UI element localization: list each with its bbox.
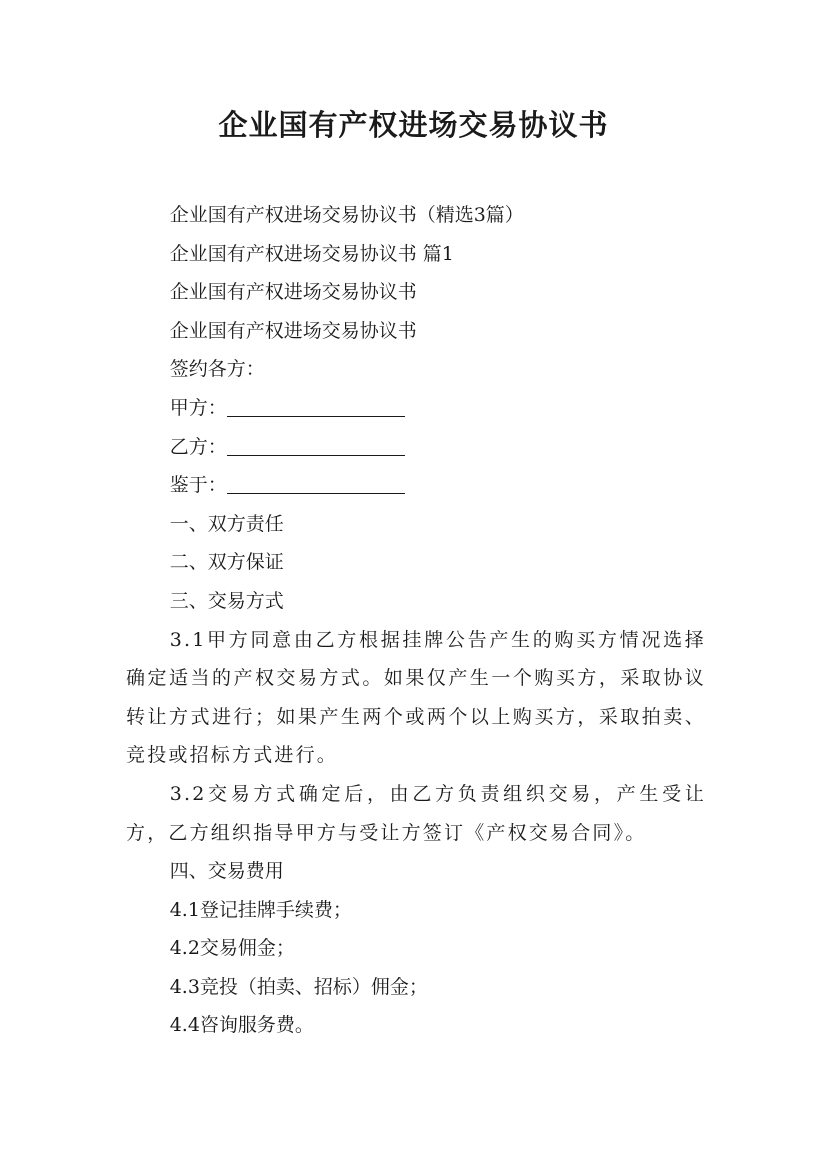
signatories-label: 签约各方： (169, 358, 265, 381)
section-heading: 三、交易方式 (169, 589, 284, 612)
sub-heading: 企业国有产权进场交易协议书 (169, 319, 417, 342)
clause-paragraph: 3.1甲方同意由乙方根据挂牌公告产生的购买方情况选择确定适当的产权交易方式。如果仅产生一个购买方，采取协议转让方式进行；如果产生两个或两个以上购买方，采取拍卖、竞投或招标方式进行。 (126, 628, 706, 767)
party-b-blank (227, 436, 405, 456)
whereas-blank (227, 474, 405, 494)
section-heading: 四、交易费用 (169, 860, 284, 883)
section-heading: 二、双方保证 (169, 551, 284, 574)
party-b-line (126, 428, 706, 467)
clause-item: 4.4咨询服务费。 (169, 1014, 314, 1037)
clause-item: 4.3竞投（拍卖、招标）佣金； (169, 975, 428, 998)
document-body (126, 196, 706, 1045)
sub-heading: 企业国有产权进场交易协议书 (169, 281, 417, 304)
clause-item: 4.2交易佣金； (169, 937, 295, 960)
whereas-line (126, 466, 706, 505)
section-heading: 一、双方责任 (169, 512, 284, 535)
part-heading: 企业国有产权进场交易协议书 篇1 (169, 242, 454, 265)
whereas-label: 鉴于： (169, 474, 227, 497)
party-b-label: 乙方： (169, 435, 227, 458)
clause-item: 4.1登记挂牌手续费； (169, 898, 352, 921)
party-a-label: 甲方： (169, 396, 227, 419)
clause-paragraph: 3.2交易方式确定后，由乙方负责组织交易，产生受让方，乙方组织指导甲方与受让方签订《产权交易合同》。 (126, 782, 706, 844)
intro-line: 企业国有产权进场交易协议书（精选3篇） (169, 204, 524, 226)
document-title: 企业国有产权进场交易协议书 (218, 108, 609, 142)
party-a-line (126, 389, 706, 428)
party-a-blank (227, 397, 405, 417)
